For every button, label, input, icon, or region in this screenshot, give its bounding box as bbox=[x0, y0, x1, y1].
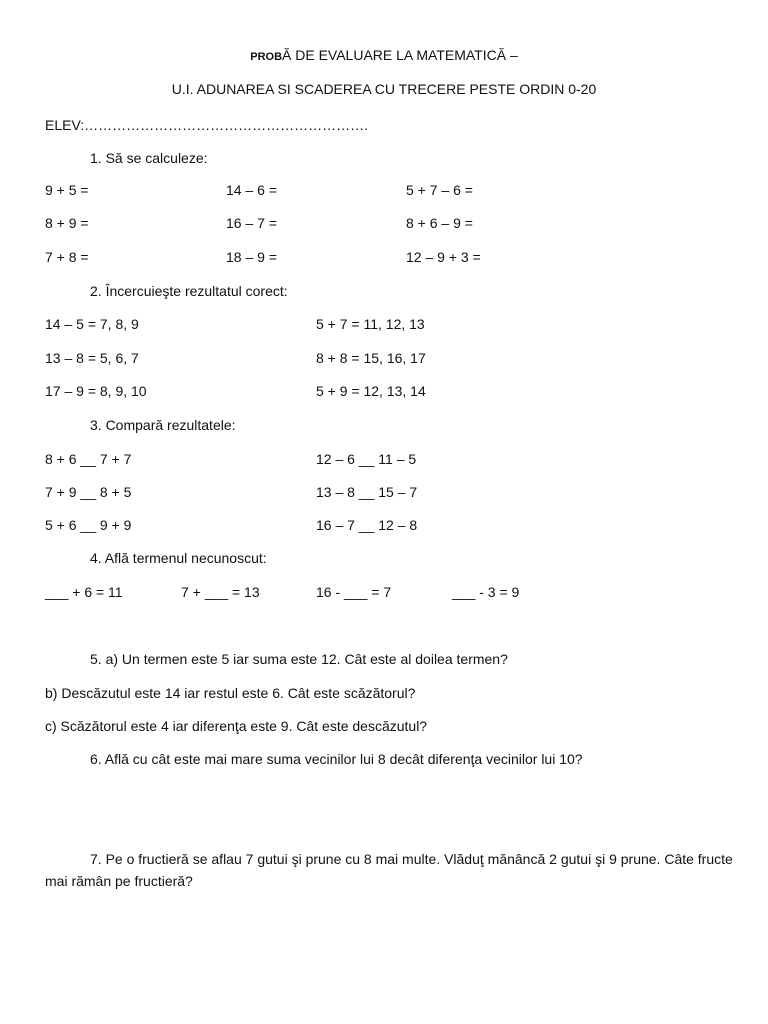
ex1-item: 8 + 6 – 9 = bbox=[406, 215, 473, 231]
exercise-4-heading: 4. Află termenul necunoscut: bbox=[90, 550, 267, 566]
ex4-item: 16 - ___ = 7 bbox=[316, 584, 392, 600]
ex1-item: 12 – 9 + 3 = bbox=[406, 249, 481, 265]
exercise-5b: b) Descăzutul este 14 iar restul este 6. Cât este scăzătorul? bbox=[45, 685, 416, 701]
ex1-item: 5 + 7 – 6 = bbox=[406, 182, 473, 198]
page-title bbox=[0, 46, 768, 66]
ex3-item: 13 – 8 __ 15 – 7 bbox=[316, 484, 418, 500]
ex1-item: 7 + 8 = bbox=[45, 249, 89, 265]
ex1-item: 14 – 6 = bbox=[226, 182, 277, 198]
ex2-item: 5 + 9 = 12, 13, 14 bbox=[316, 383, 426, 399]
exercise-2-heading: 2. Încercuieşte rezultatul corect: bbox=[90, 283, 288, 299]
ex4-item: 7 + ___ = 13 bbox=[181, 584, 260, 600]
ex2-item: 8 + 8 = 15, 16, 17 bbox=[316, 350, 426, 366]
exercise-7: 7. Pe o fructieră se aflau 7 gutui şi prune cu 8 mai multe. Vlăduţ mănâncă 2 gutui şi 9 prune. Câte fructe mai rămân pe fructieră? bbox=[45, 851, 733, 889]
ex1-item: 8 + 9 = bbox=[45, 215, 89, 231]
ex1-item: 18 – 9 = bbox=[226, 249, 277, 265]
exercise-1-heading: 1. Să se calculeze: bbox=[90, 150, 208, 166]
ex3-item: 5 + 6 __ 9 + 9 bbox=[45, 517, 132, 533]
ex3-item: 8 + 6 __ 7 + 7 bbox=[45, 451, 132, 467]
exercise-5c: c) Scăzătorul este 4 iar diferenţa este 9. Cât este descăzutul? bbox=[45, 718, 428, 734]
page-title-prefix: PROB bbox=[250, 51, 283, 63]
page-subtitle: U.I. ADUNAREA SI SCADEREA CU TRECERE PESTE ORDIN 0-20 bbox=[171, 81, 597, 97]
ex2-item: 14 – 5 = 7, 8, 9 bbox=[45, 316, 139, 332]
ex1-item: 9 + 5 = bbox=[45, 182, 89, 198]
ex3-item: 7 + 9 __ 8 + 5 bbox=[45, 484, 132, 500]
exercise-6: 6. Află cu cât este mai mare suma vecinilor lui 8 decât diferenţa vecinilor lui 10? bbox=[90, 751, 583, 767]
ex2-item: 5 + 7 = 11, 12, 13 bbox=[316, 316, 425, 332]
student-name-line: ELEV:……………………………………………………. bbox=[45, 117, 369, 133]
ex2-item: 13 – 8 = 5, 6, 7 bbox=[45, 350, 139, 366]
exercise-3-heading: 3. Compară rezultatele: bbox=[90, 417, 236, 433]
page-title-rest: Ă DE EVALUARE LA MATEMATICĂ – bbox=[282, 47, 518, 63]
ex4-item: ___ - 3 = 9 bbox=[452, 584, 520, 600]
ex3-item: 16 – 7 __ 12 – 8 bbox=[316, 517, 418, 533]
ex1-item: 16 – 7 = bbox=[226, 215, 277, 231]
ex3-item: 12 – 6 __ 11 – 5 bbox=[316, 451, 417, 467]
ex2-item: 17 – 9 = 8, 9, 10 bbox=[45, 383, 147, 399]
ex4-item: ___ + 6 = 11 bbox=[45, 584, 123, 600]
exercise-5a: 5. a) Un termen este 5 iar suma este 12. Cât este al doilea termen? bbox=[90, 651, 508, 667]
